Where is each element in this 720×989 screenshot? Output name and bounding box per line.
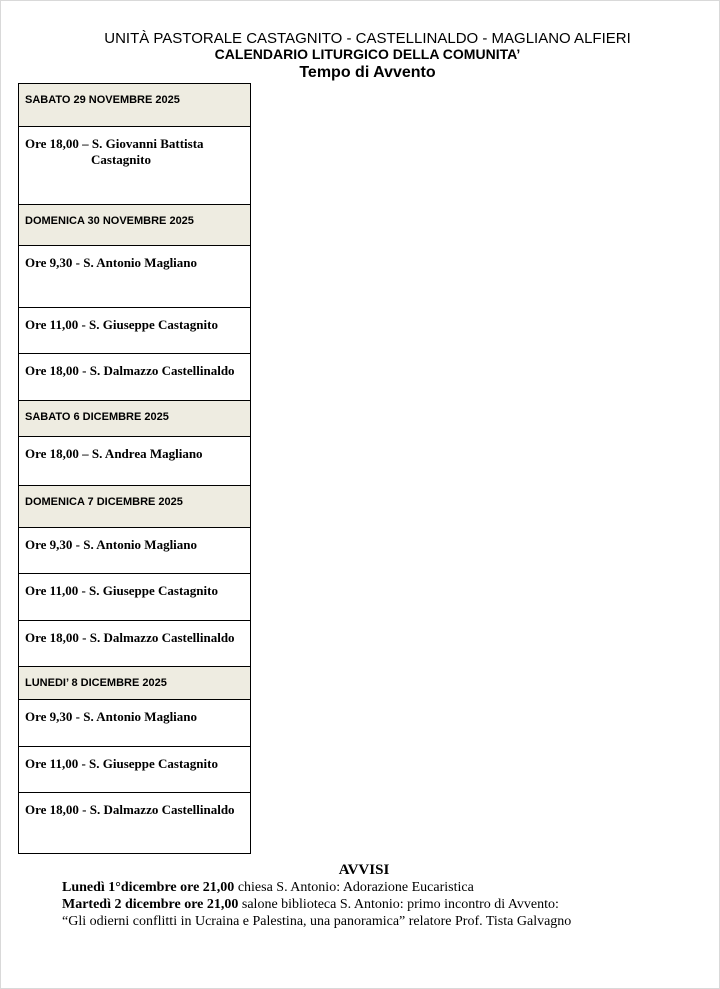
event-row — [19, 127, 251, 205]
liturgical-calendar-table — [18, 83, 251, 854]
event-row — [19, 354, 251, 401]
event-row — [19, 528, 251, 574]
event-row — [19, 793, 251, 854]
notice-date: Martedì 2 dicembre ore 21,00 — [62, 897, 239, 912]
day-header-row — [19, 667, 251, 700]
event-row — [19, 437, 251, 486]
event-row — [19, 621, 251, 667]
event-cell: Ore 9,30 - S. Antonio Magliano — [19, 700, 251, 747]
event-cell: Ore 18,00 – S. Andrea Magliano — [19, 437, 251, 486]
day-header-row — [19, 486, 251, 528]
event-cell: Ore 11,00 - S. Giuseppe Castagnito — [19, 308, 251, 354]
event-text-continued: Castagnito — [91, 152, 151, 167]
event-cell: Ore 9,30 - S. Antonio Magliano — [19, 528, 251, 574]
event-text: Ore 18,00 – S. Giovanni Battista — [25, 136, 204, 151]
event-cell: Ore 11,00 - S. Giuseppe Castagnito — [19, 574, 251, 621]
day-header-row — [19, 205, 251, 246]
day-header: SABATO 29 NOVEMBRE 2025 — [19, 84, 251, 127]
event-cell — [19, 127, 251, 205]
notice-item — [62, 896, 571, 913]
parish-unit-title: UNITÀ PASTORALE CASTAGNITO - CASTELLINALDO - MAGLIANO ALFIERI — [104, 30, 631, 47]
day-header-row — [19, 84, 251, 127]
notice-text: chiesa S. Antonio: Adorazione Eucaristica — [234, 880, 474, 895]
event-row — [19, 700, 251, 747]
event-cell: Ore 11,00 - S. Giuseppe Castagnito — [19, 747, 251, 793]
notice-item-continued: “Gli odierni conflitti in Ucraina e Palestina, una panoramica” relatore Prof. Tista Galvagno — [62, 914, 572, 929]
event-row — [19, 308, 251, 354]
calendar-title: CALENDARIO LITURGICO DELLA COMUNITA’ — [214, 46, 521, 62]
event-cell: Ore 18,00 - S. Dalmazzo Castellinaldo — [19, 621, 251, 667]
notices-title: AVVISI — [338, 862, 390, 878]
day-header: LUNEDI’ 8 DICEMBRE 2025 — [19, 667, 251, 700]
notice-date: Lunedì 1°dicembre ore 21,00 — [62, 880, 235, 895]
event-row — [19, 747, 251, 793]
day-header: DOMENICA 30 NOVEMBRE 2025 — [19, 205, 251, 246]
season-title: Tempo di Avvento — [299, 64, 436, 81]
notices-section — [62, 862, 571, 930]
day-header-row — [19, 401, 251, 437]
event-cell: Ore 18,00 - S. Dalmazzo Castellinaldo — [19, 354, 251, 401]
notice-item — [62, 879, 571, 896]
notice-text: salone biblioteca S. Antonio: primo incontro di Avvento: — [238, 897, 559, 912]
event-row — [19, 246, 251, 308]
day-header: SABATO 6 DICEMBRE 2025 — [19, 401, 251, 437]
day-header: DOMENICA 7 DICEMBRE 2025 — [19, 486, 251, 528]
event-row — [19, 574, 251, 621]
event-cell: Ore 9,30 - S. Antonio Magliano — [19, 246, 251, 308]
event-cell: Ore 18,00 - S. Dalmazzo Castellinaldo — [19, 793, 251, 854]
